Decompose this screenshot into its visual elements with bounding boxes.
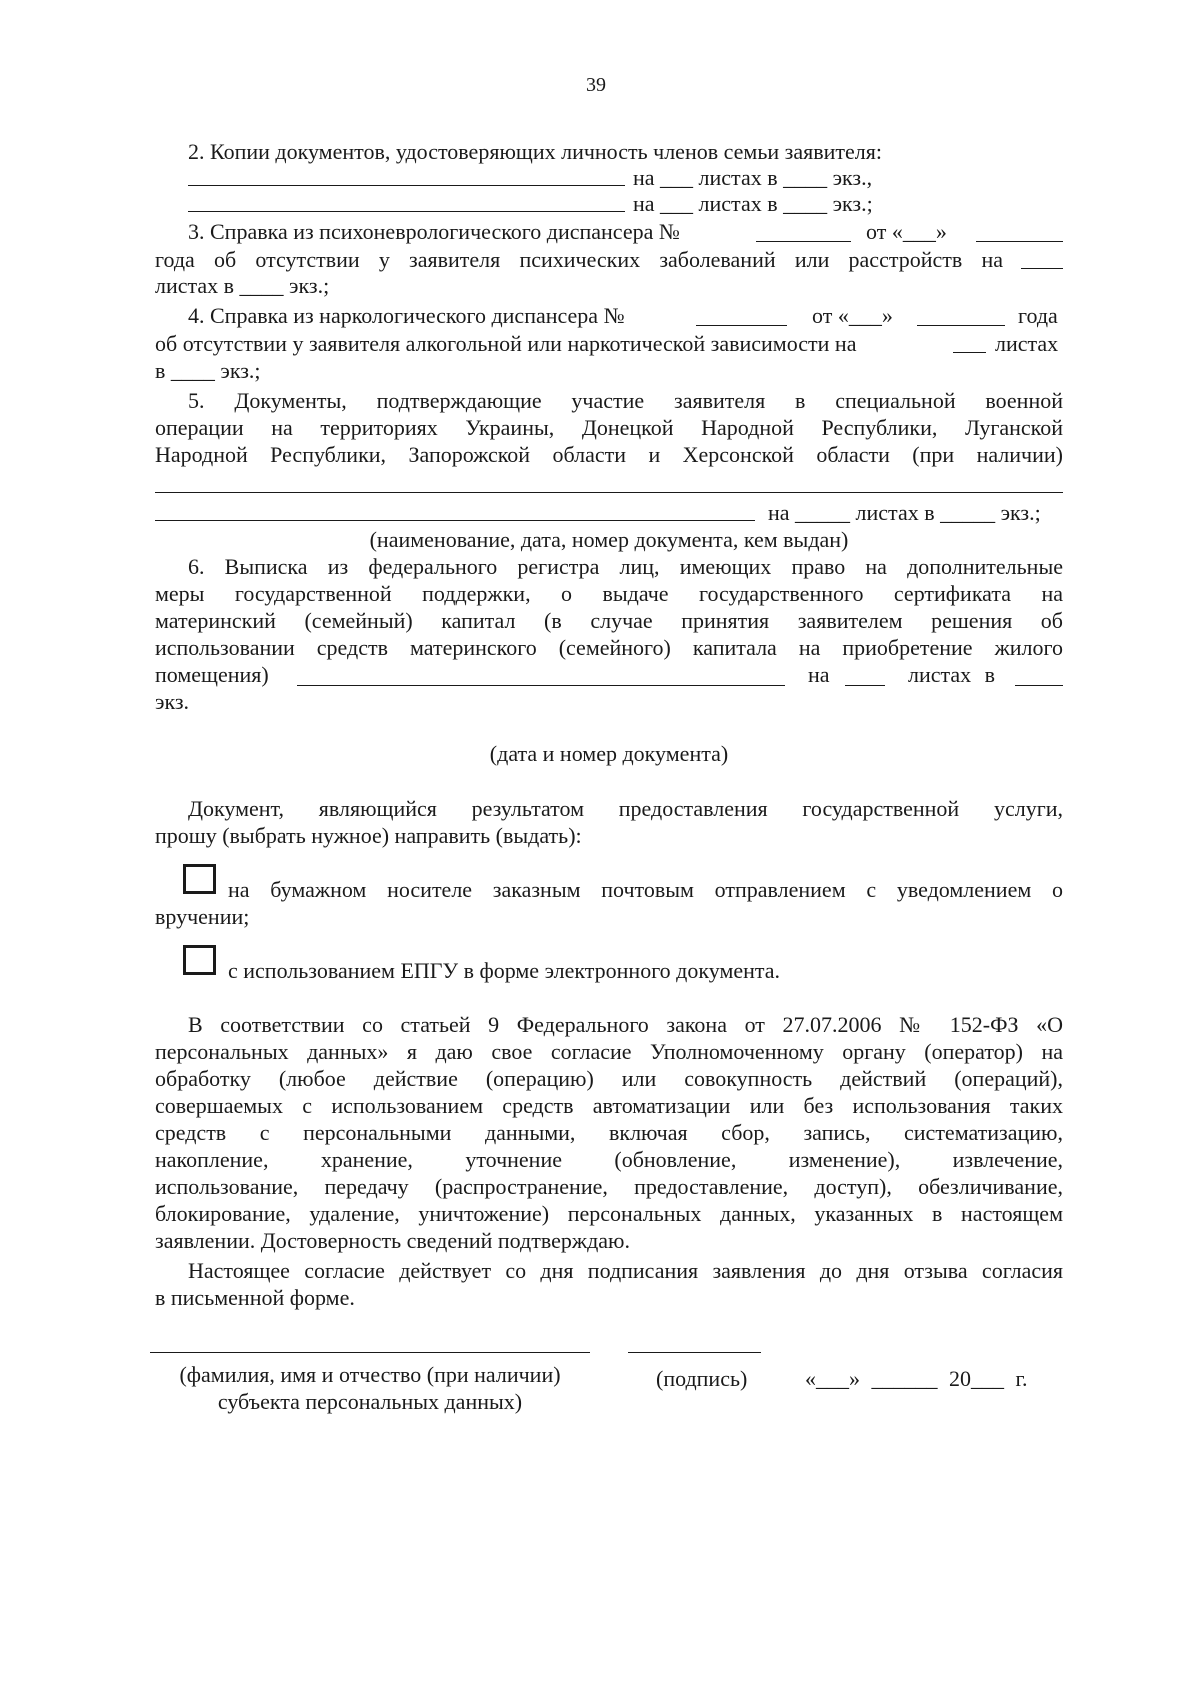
name-caption-2: субъекта персональных данных) <box>217 1389 523 1414</box>
item-4-sheets-blank[interactable] <box>953 352 986 353</box>
signature-caption: (подпись) <box>656 1366 748 1391</box>
signature-date: «___» ______ 20___ г. <box>805 1366 1028 1391</box>
item-5-line-3: Народной Республики, Запорожской области и Херсонской области (при наличии) <box>155 442 1063 467</box>
item-6-document-blank[interactable] <box>297 685 785 686</box>
consent-line-4: совершаемых с использованием средств автоматизации или без использования таких <box>155 1093 1063 1118</box>
item-3-number-blank[interactable] <box>756 241 851 242</box>
item-4-line-1b: от «___» <box>812 303 893 328</box>
item-4-line-2a: об отсутствии у заявителя алкогольной или наркотической зависимости на <box>155 331 857 356</box>
item-6-line-3: материнский (семейный) капитал (в случае принятия заявителем решения об <box>155 608 1063 633</box>
consent-line-5: средств с персональными данными, включая сбор, запись, систематизацию, <box>155 1120 1063 1145</box>
option-epgu: с использованием ЕПГУ в форме электронного документа. <box>228 958 781 983</box>
item-6-line-5c: листах в <box>908 662 996 687</box>
consent-line-9: заявлении. Достоверность сведений подтверждаю. <box>155 1228 630 1253</box>
item-2-blank-1[interactable] <box>188 185 625 186</box>
item-2-blank-2[interactable] <box>188 211 625 212</box>
item-3-year-blank[interactable] <box>976 241 1063 242</box>
item-6-line-1: 6. Выписка из федерального регистра лиц, имеющих право на дополнительные <box>188 554 1063 579</box>
item-2-line-1: на ___ листах в ____ экз., <box>633 165 873 190</box>
delivery-line-2: прошу (выбрать нужное) направить (выдать): <box>155 823 582 848</box>
signature-line[interactable] <box>628 1352 761 1353</box>
delivery-line-1: Документ, являющийся результатом предоставления государственной услуги, <box>188 796 1063 821</box>
item-3-sheets-blank[interactable] <box>1021 268 1063 269</box>
item-4-line-1a: 4. Справка из наркологического диспансера № <box>188 303 625 328</box>
item-5-blank-line-2[interactable] <box>155 520 755 521</box>
item-4-line-3: в ____ экз.; <box>155 358 261 383</box>
item-4-line-1c: года <box>1018 303 1058 328</box>
item-5-line-2: операции на территориях Украины, Донецкой Народной Республики, Луганской <box>155 415 1063 440</box>
item-2-line-2: на ___ листах в ____ экз.; <box>633 191 873 216</box>
item-6-line-5b: на <box>808 662 830 687</box>
item-6-copies-blank[interactable] <box>1015 685 1063 686</box>
item-4-line-2b: листах <box>995 331 1059 356</box>
consent-line-2: персональных данных» я даю свое согласие Уполномоченному органу (оператор) на <box>155 1039 1063 1064</box>
item-3-line-1a: 3. Справка из психоневрологического диспансера № <box>188 219 680 244</box>
item-4-year-blank[interactable] <box>917 325 1005 326</box>
page-number: 39 <box>586 74 606 96</box>
item-5-caption: (наименование, дата, номер документа, кем выдан) <box>369 527 849 552</box>
item-6-caption: (дата и номер документа) <box>489 741 729 766</box>
consent-line-6: накопление, хранение, уточнение (обновление, изменение), извлечение, <box>155 1147 1063 1172</box>
item-3-line-2: года об отсутствии у заявителя психических заболеваний или расстройств на <box>155 247 1003 272</box>
item-5-line-5: на _____ листах в _____ экз.; <box>768 500 1041 525</box>
item-4-number-blank[interactable] <box>696 325 787 326</box>
item-2-heading: 2. Копии документов, удостоверяющих личность членов семьи заявителя: <box>188 139 882 164</box>
option-paper-line-1: на бумажном носителе заказным почтовым отправлением с уведомлением о <box>228 877 1063 902</box>
consent-line-7: использование, передачу (распространение, предоставление, доступ), обезличивание, <box>155 1174 1063 1199</box>
consent-line-1: В соответствии со статьей 9 Федерального закона от 27.07.2006 № 152-ФЗ «О <box>188 1012 1063 1037</box>
name-signature-line[interactable] <box>150 1352 590 1353</box>
item-6-line-4: использовании средств материнского (семейного) капитала на приобретение жилого <box>155 635 1063 660</box>
validity-line-2: в письменной форме. <box>155 1285 355 1310</box>
epgu-delivery-checkbox[interactable] <box>183 945 216 975</box>
option-paper-line-2: вручении; <box>155 904 250 929</box>
item-5-blank-line-1[interactable] <box>155 492 1063 493</box>
validity-line-1: Настоящее согласие действует со дня подписания заявления до дня отзыва согласия <box>188 1258 1063 1283</box>
consent-line-8: блокирование, удаление, уничтожение) персональных данных, указанных в настоящем <box>155 1201 1063 1226</box>
item-6-sheets-blank[interactable] <box>845 685 885 686</box>
item-3-line-1b: от «___» <box>866 219 947 244</box>
name-caption-1: (фамилия, имя и отчество (при наличии) <box>179 1362 561 1387</box>
consent-line-3: обработку (любое действие (операцию) или совокупность действий (операций), <box>155 1066 1063 1091</box>
paper-delivery-checkbox[interactable] <box>183 864 216 894</box>
item-6-line-2: меры государственной поддержки, о выдаче государственного сертификата на <box>155 581 1063 606</box>
item-6-line-6: экз. <box>155 689 190 714</box>
item-6-line-5a: помещения) <box>155 662 269 687</box>
item-3-line-3: листах в ____ экз.; <box>155 273 330 298</box>
item-5-line-1: 5. Документы, подтверждающие участие заявителя в специальной военной <box>188 388 1063 413</box>
